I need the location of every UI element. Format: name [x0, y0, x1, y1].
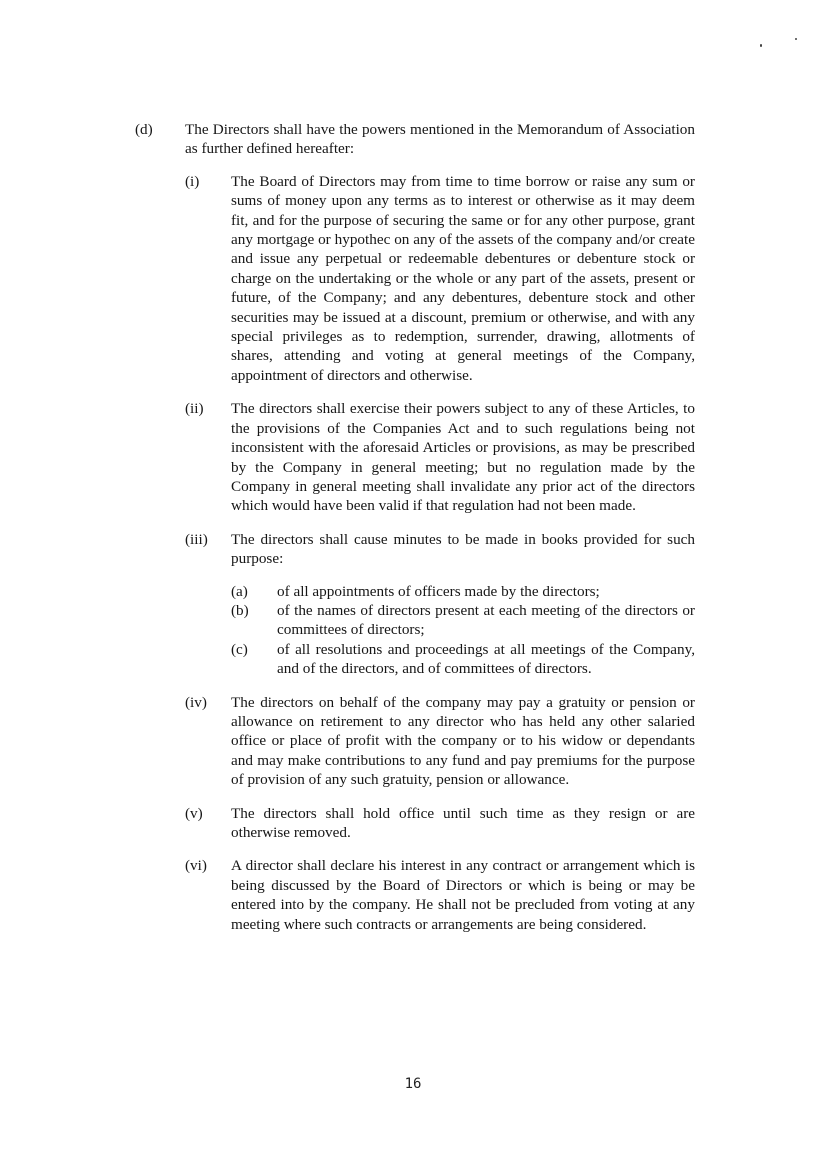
sub-list-item [231, 601, 695, 640]
item-text: The directors shall cause minutes to be made in books provided for such purpose: [231, 530, 695, 568]
sub-list-item [231, 582, 695, 601]
list-item [185, 530, 695, 679]
list-item [185, 172, 695, 385]
item-text: The directors shall hold office until such time as they resign or are otherwise removed. [231, 804, 695, 841]
clause-label: (d) [135, 121, 153, 138]
sub-item-label: (a) [231, 582, 248, 600]
scan-mark [795, 38, 797, 40]
scan-mark [760, 44, 762, 47]
page-number: 16 [404, 1076, 422, 1092]
sub-list-item [231, 640, 695, 679]
sub-list [231, 582, 695, 679]
item-label: (v) [185, 804, 203, 822]
item-label: (i) [185, 172, 200, 190]
item-text: The directors on behalf of the company may pay a gratuity or pension or allowance on retirement to any director who has held any other salaried office or place of profit with the company or to his widow or dependants and may make contributions to any fund and pay premiums for the purpose of provision of any such gratuity, pension or allowance. [231, 693, 695, 789]
item-label: (ii) [185, 400, 204, 418]
list-item [185, 804, 695, 843]
item-label: (vi) [185, 857, 207, 875]
item-label: (iv) [185, 693, 207, 711]
sub-item-text: of all resolutions and proceedings at all meetings of the Company, and of the directors, and of committees of directors. [277, 640, 695, 678]
list-item [185, 856, 695, 934]
sub-item-text: of all appointments of officers made by the directors; [277, 582, 600, 600]
list-item [185, 693, 695, 790]
item-text: The Board of Directors may from time to time borrow or raise any sum or sums of money upon any terms as to interest or otherwise as it may deem fit, and for the purpose of securing the same or for any other purpose, grant any mortgage or hypothec on any of the assets of the company and/or create and issue any perpetual or redeemable debentures or debenture stock or charge on the undertaking or the whole or any part of the assets, present or future, of the Company; and any debentures, debenture stock and other securities may be issued at a discount, premium or otherwise, and with any special privileges as to redemption, surrender, drawing, allotments of shares, attending and voting at general meetings of the Company, appointment of directors and otherwise. [231, 172, 695, 384]
clause-items [185, 172, 695, 934]
clause-text: The Directors shall have the powers mentioned in the Memorandum of Association as further defined hereafter: [185, 121, 695, 158]
item-text: The directors shall exercise their powers subject to any of these Articles, to the provisions of the Companies Act and to such regulations being not inconsistent with the aforesaid Articles or provisions, as may be prescribed by the Company in general meeting; but no regulation made by the Company in general meeting shall invalidate any prior act of the directors which would have been valid if that regulation had not been made. [231, 400, 695, 515]
sub-item-text: of the names of directors present at each meeting of the directors or committees of directors; [277, 601, 695, 639]
clause-d-intro [135, 120, 695, 159]
list-item [185, 399, 695, 515]
sub-item-label: (c) [231, 640, 248, 658]
clause-d [135, 120, 695, 948]
sub-item-label: (b) [231, 601, 249, 619]
item-label: (iii) [185, 530, 208, 548]
item-text: A director shall declare his interest in any contract or arrangement which is being discussed by the Board of Directors or which is being or may be entered into by the company. He shall not be precluded from voting at any meeting where such contracts or arrangements are being considered. [231, 857, 695, 933]
